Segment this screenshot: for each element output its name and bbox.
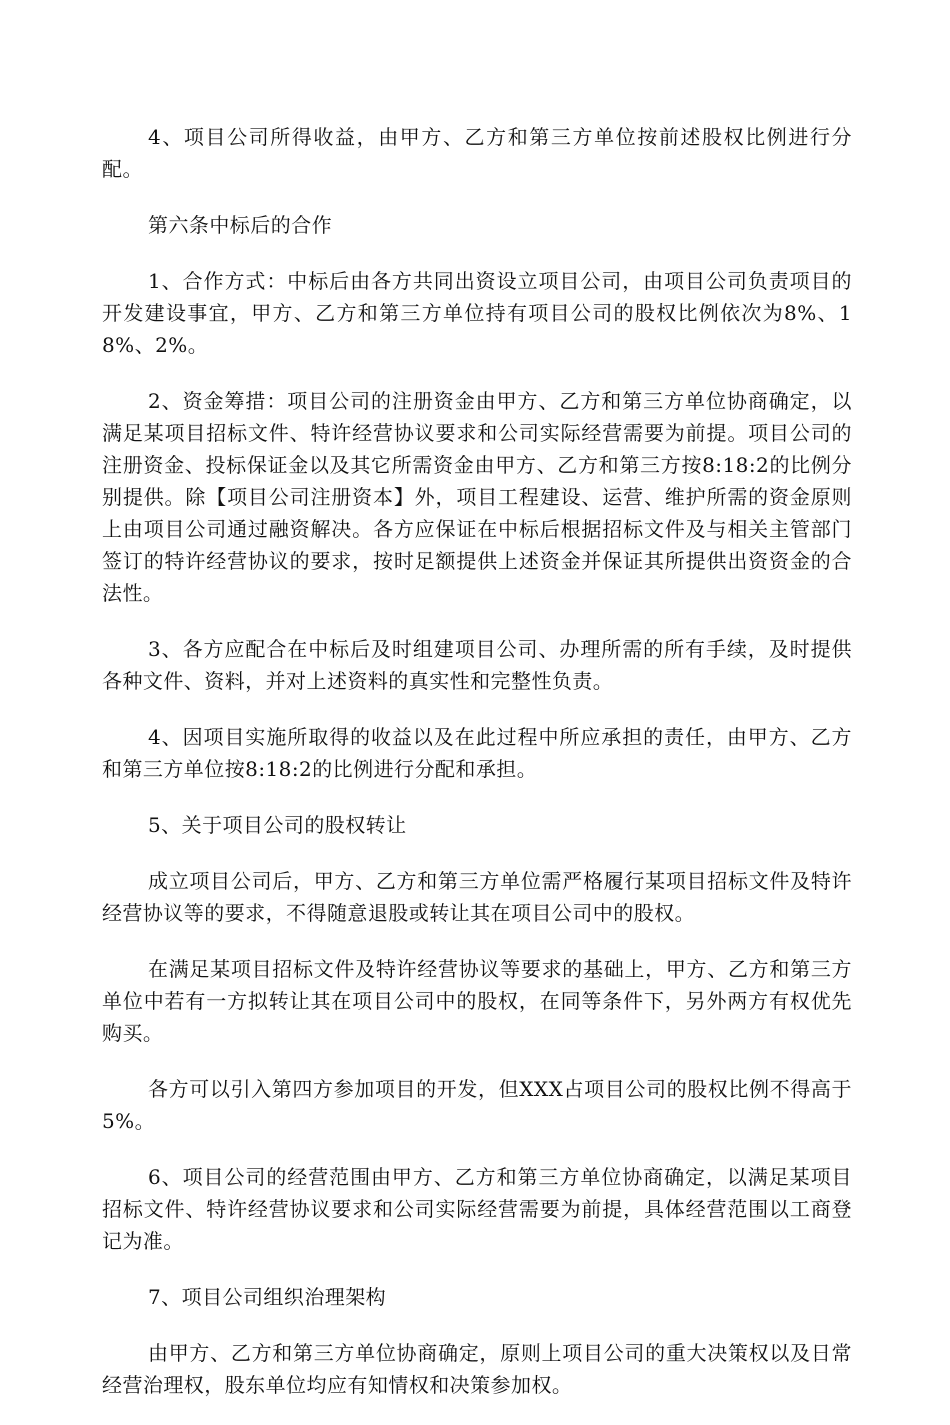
paragraph-governance-detail: 由甲方、乙方和第三方单位协商确定，原则上项目公司的重大决策权以及日常经营治理权，股东单位均应有知情权和决策参加权。	[102, 1341, 852, 1397]
document-body	[102, 121, 852, 1425]
paragraph-cooperation-method: 1、合作方式：中标后由各方共同出资设立项目公司，由项目公司负责项目的开发建设事宜，甲方、乙方和第三方单位持有项目公司的股权比例依次为8%、18%、2%。	[102, 269, 852, 357]
paragraph-benefit-liability: 4、因项目实施所取得的收益以及在此过程中所应承担的责任，由甲方、乙方和第三方单位按8:18:2的比例进行分配和承担。	[102, 725, 852, 781]
paragraph-preemptive-right: 在满足某项目招标文件及特许经营协议等要求的基础上，甲方、乙方和第三方单位中若有一方拟转让其在项目公司中的股权，在同等条件下，另外两方有权优先购买。	[102, 957, 852, 1045]
paragraph-no-withdrawal: 成立项目公司后，甲方、乙方和第三方单位需严格履行某项目招标文件及特许经营协议等的要求，不得随意退股或转让其在项目公司中的股权。	[102, 869, 852, 925]
section-heading-article-6: 第六条中标后的合作	[148, 213, 333, 237]
paragraph-business-scope: 6、项目公司的经营范围由甲方、乙方和第三方单位协商确定，以满足某项目招标文件、特许经营协议要求和公司实际经营需要为前提，具体经营范围以工商登记为准。	[102, 1165, 852, 1253]
paragraph-fund-raising: 2、资金筹措：项目公司的注册资金由甲方、乙方和第三方单位协商确定，以满足某项目招标文件、特许经营协议要求和公司实际经营需要为前提。项目公司的注册资金、投标保证金以及其它所需资金由甲方、乙方和第三方按8:18:2的比例分别提供。除【项目公司注册资本】外，项目工程建设、运营、维护所需的资金原则上由项目公司通过融资解决。各方应保证在中标后根据招标文件及与相关主管部门签订的特许经营协议的要求，按时足额提供上述资金并保证其所提供出资资金的合法性。	[102, 389, 852, 605]
paragraph-company-setup: 3、各方应配合在中标后及时组建项目公司、办理所需的所有手续，及时提供各种文件、资料，并对上述资料的真实性和完整性负责。	[102, 637, 852, 693]
paragraph-profit-distribution: 4、项目公司所得收益，由甲方、乙方和第三方单位按前述股权比例进行分配。	[102, 125, 852, 181]
subheading-equity-transfer: 5、关于项目公司的股权转让	[148, 813, 407, 837]
paragraph-fourth-party: 各方可以引入第四方参加项目的开发，但XXX占项目公司的股权比例不得高于5%。	[102, 1077, 852, 1133]
subheading-governance: 7、项目公司组织治理架构	[148, 1285, 387, 1309]
